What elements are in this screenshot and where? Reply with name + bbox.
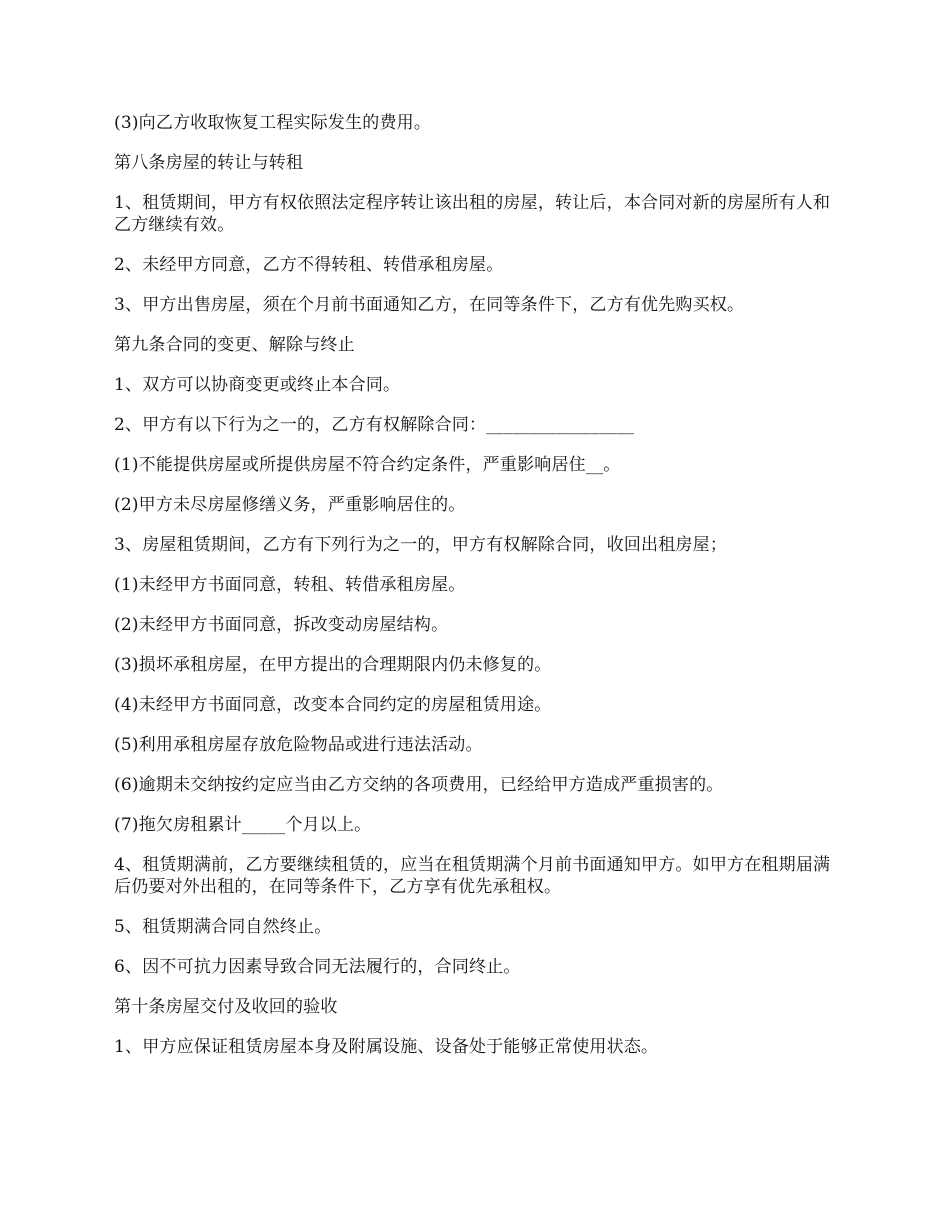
paragraph-9-3-7: (7)拖欠房租累计_____个月以上。 xyxy=(114,815,372,835)
paragraph-9-3: 3、房屋租赁期间，乙方有下列行为之一的，甲方有权解除合同，收回出租房屋； xyxy=(114,535,728,555)
paragraph-9-3-5: (5)利用承租房屋存放危险物品或进行违法活动。 xyxy=(114,735,483,755)
paragraph-9-1: 1、双方可以协商变更或终止本合同。 xyxy=(114,375,401,395)
paragraph-9-3-3: (3)损坏承租房屋，在甲方提出的合理期限内仍未修复的。 xyxy=(114,655,552,675)
heading-article-9: 第九条合同的变更、解除与终止 xyxy=(114,335,355,355)
heading-article-8: 第八条房屋的转让与转租 xyxy=(114,153,304,173)
paragraph-9-3-6: (6)逾期未交纳按约定应当由乙方交纳的各项费用，已经给甲方造成严重损害的。 xyxy=(114,775,724,795)
paragraph-9-2-2: (2)甲方未尽房屋修缮义务，严重影响居住的。 xyxy=(114,495,466,515)
paragraph-9-4: 4、租赁期满前，乙方要继续租赁的，应当在租赁期满个月前书面通知甲方。如甲方在租期届满后仍要对外出租的，在同等条件下，乙方享有优先承租权。 xyxy=(114,855,831,897)
paragraph-8-1: 1、租赁期间，甲方有权依照法定程序转让该出租的房屋，转让后，本合同对新的房屋所有人和乙方继续有效。 xyxy=(114,193,831,235)
paragraph-9-3-4: (4)未经甲方书面同意，改变本合同约定的房屋租赁用途。 xyxy=(114,695,552,715)
paragraph-8-2: 2、未经甲方同意，乙方不得转租、转借承租房屋。 xyxy=(114,255,504,275)
paragraph-9-2-1: (1)不能提供房屋或所提供房屋不符合约定条件，严重影响居住__。 xyxy=(114,455,621,475)
paragraph-9-3-2: (2)未经甲方书面同意，拆改变动房屋结构。 xyxy=(114,615,449,635)
paragraph-10-1: 1、甲方应保证租赁房屋本身及附属设施、设备处于能够正常使用状态。 xyxy=(114,1037,659,1057)
paragraph-9-3-1: (1)未经甲方书面同意，转租、转借承租房屋。 xyxy=(114,575,466,595)
paragraph-9-6: 6、因不可抗力因素导致合同无法履行的，合同终止。 xyxy=(114,957,521,977)
paragraph-8-3: 3、甲方出售房屋，须在个月前书面通知乙方，在同等条件下，乙方有优先购买权。 xyxy=(114,295,745,315)
heading-article-10: 第十条房屋交付及收回的验收 xyxy=(114,997,338,1017)
paragraph-9-2: 2、甲方有以下行为之一的，乙方有权解除合同：_________________ xyxy=(114,415,635,435)
paragraph-9-5: 5、租赁期满合同自然终止。 xyxy=(114,917,332,937)
paragraph-recovery-cost: (3)向乙方收取恢复工程实际发生的费用。 xyxy=(114,113,432,133)
document-body xyxy=(114,112,834,1076)
